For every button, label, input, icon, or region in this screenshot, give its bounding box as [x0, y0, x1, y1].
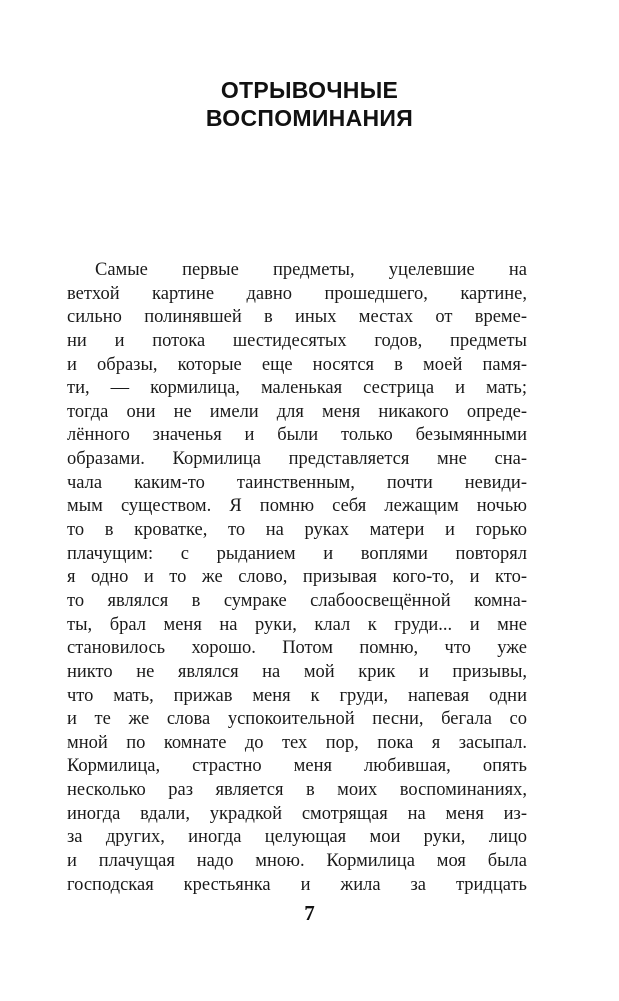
text-line: и образы, которые еще носятся в моей памя-: [67, 354, 527, 375]
chapter-title: [0, 76, 619, 132]
text-line: иногда вдали, украдкой смотрящая на меня из-: [67, 803, 527, 824]
text-line: ти, — кормилица, маленькая сестрица и мать;: [67, 378, 527, 399]
text-line: то в кроватке, то на руках матери и горько: [67, 520, 527, 541]
text-line: господская крестьянка и жила за тридцать: [67, 874, 527, 895]
text-line: и те же слова успокоительной песни, бегала со: [67, 709, 527, 730]
chapter-title-line: ОТРЫВОЧНЫЕ: [220, 77, 399, 103]
text-line: Кормилица, страстно меня любившая, опять: [67, 756, 527, 777]
text-line: образами. Кормилица представляется мне сна-: [67, 449, 527, 470]
text-line: мым существом. Я помню себя лежащим ночью: [67, 496, 527, 517]
page-number: 7: [304, 901, 315, 925]
text-line: несколько раз является в моих воспоминаниях,: [67, 780, 527, 801]
text-line: сильно полинявшей в иных местах от време-: [67, 307, 527, 328]
text-line: Самые первые предметы, уцелевшие на: [95, 260, 527, 280]
chapter-title-line: ВОСПОМИНАНИЯ: [205, 105, 414, 131]
text-line: что мать, прижав меня к груди, напевая одни: [67, 685, 527, 706]
text-line: и плачущая надо мною. Кормилица моя была: [67, 851, 527, 872]
text-line: тогда они не имели для меня никакого опреде-: [67, 401, 527, 422]
text-line: ни и потока шестидесятых годов, предметы: [67, 330, 527, 351]
text-line: я одно и то же слово, призывая кого-то, и кто-: [67, 567, 527, 588]
text-line: то являлся в сумраке слабоосвещённой комна-: [67, 590, 527, 611]
text-line: лённого значенья и были только безымянными: [67, 425, 527, 446]
text-line: ветхой картине давно прошедшего, картине,: [67, 283, 527, 304]
text-line: чала каким-то таинственным, почти невиди-: [67, 472, 527, 493]
text-line: плачущим: с рыданием и воплями повторял: [67, 543, 527, 564]
text-line: за других, иногда целующая мои руки, лицо: [67, 827, 527, 848]
body-text: [67, 259, 527, 897]
text-line: становилось хорошо. Потом помню, что уже: [67, 638, 527, 659]
text-line: ты, брал меня на руки, клал к груди... и мне: [67, 614, 527, 635]
text-line: никто не являлся на мой крик и призывы,: [67, 661, 527, 682]
text-line: мной по комнате до тех пор, пока я засыпал.: [67, 732, 527, 753]
